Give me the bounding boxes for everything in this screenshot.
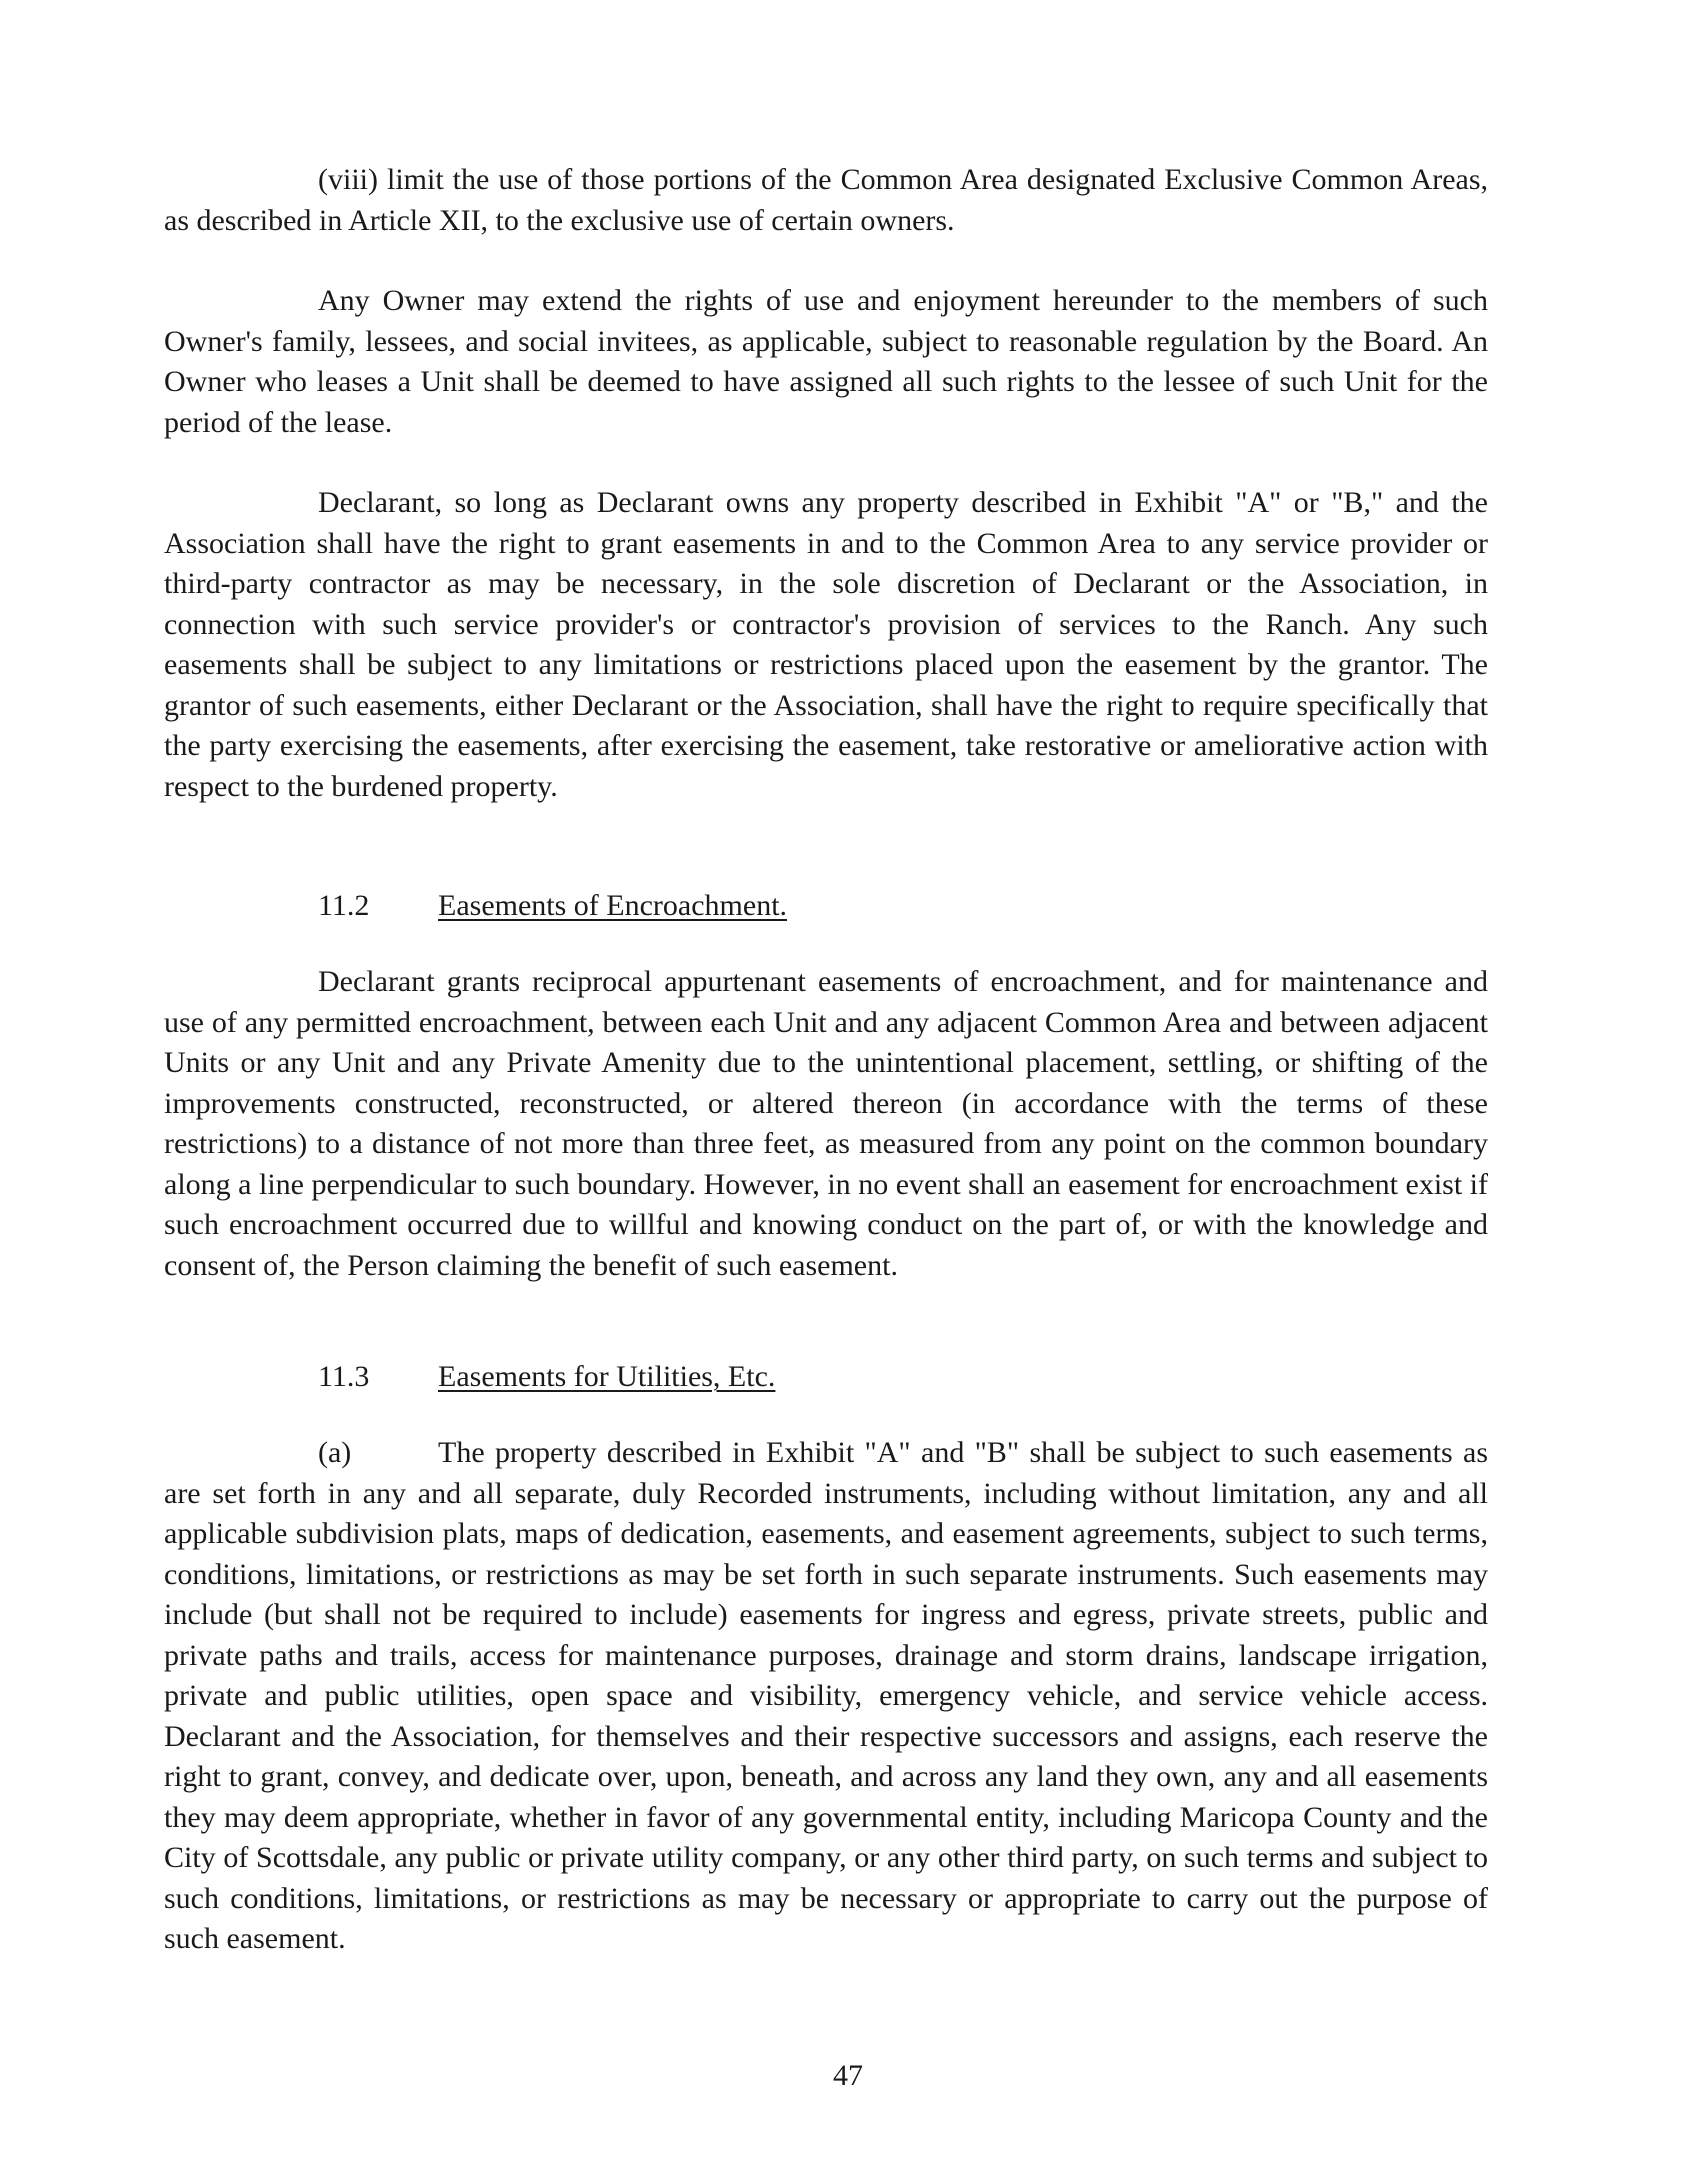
- paragraph-encroachment: Declarant grants reciprocal appurtenant easements of encroachment, and for maintenance and use of any permitted encroachment, between each Unit and any adjacent Common Area and between adjacent Units or any Unit and any Private Amenity due to the unintentional placement, settling, or shifting of the improvements constructed, reconstructed, or altered thereon (in accordance with the terms of these restrictions) to a distance of not more than three feet, as measured from any point on the common boundary along a line perpendicular to such boundary. However, in no event shall an easement for encroachment exist if such encroachment occurred due to willful and knowing conduct on the part of, or with the knowledge and consent of, the Person claiming the benefit of such easement.: [164, 965, 1488, 1282]
- section-title: Easements of Encroachment.: [438, 889, 788, 922]
- paragraph-item-viii: (viii) limit the use of those portions of the Common Area designated Exclusive Common Areas, as described in Article XII, to the exclusive use of certain owners.: [164, 163, 1488, 237]
- paragraph-declarant-easements: Declarant, so long as Declarant owns any property described in Exhibit "A" or "B," and the Association shall have the right to grant easements in and to the Common Area to any service provider or third-party contractor as may be necessary, in the sole discretion of Declarant or the Association, in connection with such service provider's or contractor's provision of services to the Ranch. Any such easements shall be subject to any limitations or restrictions placed upon the easement by the grantor. The grantor of such easements, either Declarant or the Association, shall have the right to require specifically that the party exercising the easements, after exercising the easement, take restorative or ameliorative action with respect to the burdened property.: [164, 486, 1488, 803]
- section-title: Easements for Utilities, Etc.: [438, 1360, 776, 1393]
- section-heading-11-3: [318, 1357, 775, 1397]
- paragraph-utilities: [164, 1433, 1488, 1960]
- subsection-label: (a): [318, 1436, 352, 1469]
- section-number: 11.3: [318, 1360, 370, 1393]
- section-heading-11-2: [318, 886, 787, 926]
- page-number: 47: [833, 2059, 863, 2092]
- paragraph-owner-rights: Any Owner may extend the rights of use and enjoyment hereunder to the members of such Owner's family, lessees, and social invitees, as applicable, subject to reasonable regulation by the Board. An Owner who leases a Unit shall be deemed to have assigned all such rights to the lessee of such Unit for the period of the lease.: [164, 284, 1488, 439]
- paragraph-utilities-text: The property described in Exhibit "A" and "B" shall be subject to such easements as are set forth in any and all separate, duly Recorded instruments, including without limitation, any and all applicable subdivision plats, maps of dedication, easements, and easement agreements, subject to such terms, conditions, limitations, or restrictions as may be set forth in such separate instruments. Such easements may include (but shall not be required to include) easements for ingress and egress, private streets, public and private paths and trails, access for maintenance purposes, drainage and storm drains, landscape irrigation, private and public utilities, open space and visibility, emergency vehicle, and service vehicle access. Declarant and the Association, for themselves and their respective successors and assigns, each reserve the right to grant, convey, and dedicate over, upon, beneath, and across any land they own, any and all easements they may deem appropriate, whether in favor of any governmental entity, including Maricopa County and the City of Scottsdale, any public or private utility company, or any other third party, on such terms and subject to such conditions, limitations, or restrictions as may be necessary or appropriate to carry out the purpose of such easement.: [164, 1436, 1488, 1955]
- section-number: 11.2: [318, 889, 370, 922]
